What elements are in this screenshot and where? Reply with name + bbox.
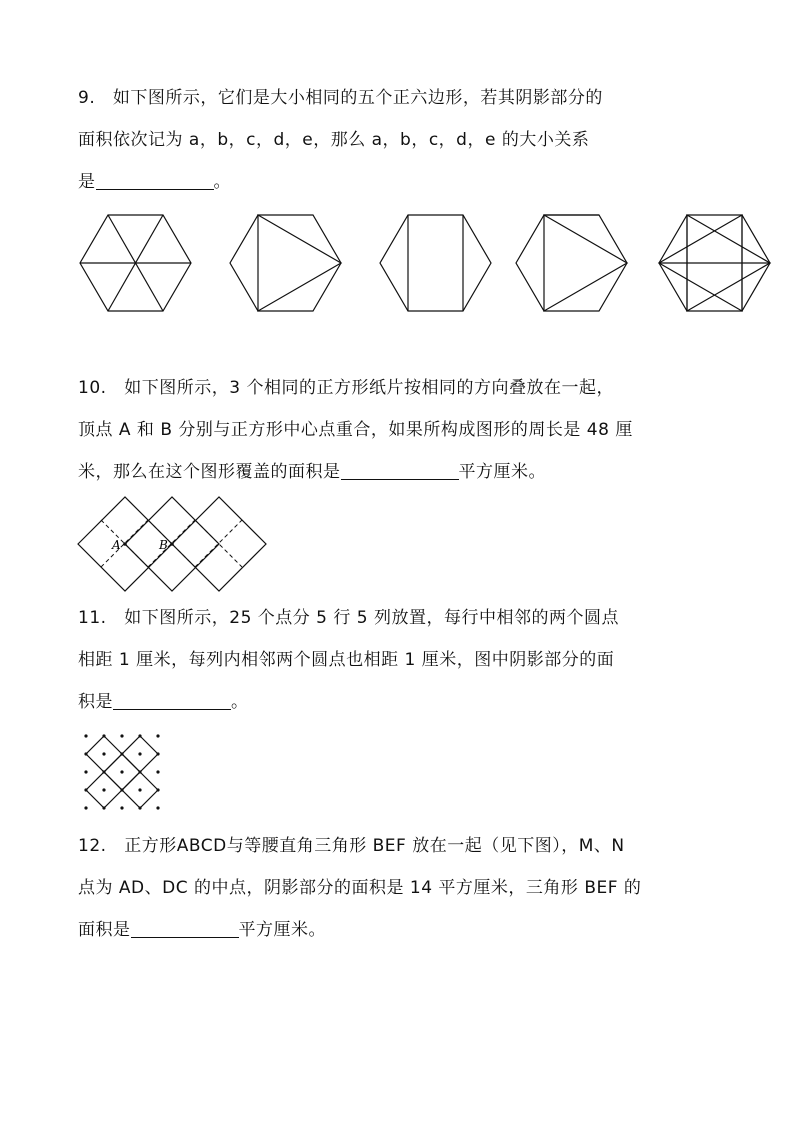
q11-dot-grid-figure	[80, 730, 170, 820]
q10-line-2: 顶点 A 和 B 分别与正方形中心点重合，如果所构成图形的周长是 48 厘	[78, 420, 633, 440]
q11-line-3-text: 积是	[78, 692, 113, 712]
grid-dots	[84, 734, 159, 809]
q11-line-3	[78, 690, 249, 714]
q10-answer-blank[interactable]	[341, 461, 459, 480]
q12-line-3-end: 平方厘米。	[238, 920, 326, 940]
hexagon-d	[516, 215, 627, 311]
hexagon-b	[230, 215, 341, 311]
q11-line-3-end: 。	[231, 692, 249, 712]
q12-answer-blank[interactable]	[131, 919, 239, 938]
q9-line-3-end: 。	[213, 172, 231, 192]
label-b: B	[159, 538, 168, 552]
q12-line-1: 12. 正方形ABCD与等腰直角三角形 BEF 放在一起（见下图），M、N	[78, 836, 625, 856]
q9-line-3	[78, 170, 231, 194]
hexagon-e	[659, 215, 770, 311]
q9-line-1: 9. 如下图所示，它们是大小相同的五个正六边形，若其阴影部分的	[78, 88, 603, 108]
q10-line-3-end: 平方厘米。	[458, 462, 546, 482]
q9-hexagon-figures	[0, 205, 794, 325]
q10-line-3	[78, 460, 546, 484]
q12-line-3-text: 面积是	[78, 920, 131, 940]
q9-line-3-text: 是	[78, 172, 96, 192]
q12-line-2: 点为 AD、DC 的中点，阴影部分的面积是 14 平方厘米，三角形 BEF 的	[78, 878, 642, 898]
label-a: A	[112, 538, 121, 552]
q9-line-2: 面积依次记为 a，b，c，d，e，那么 a，b，c，d，e 的大小关系	[78, 130, 590, 150]
q11-line-2: 相距 1 厘米，每列内相邻两个圆点也相距 1 厘米，图中阴影部分的面	[78, 650, 615, 670]
q9-answer-blank[interactable]	[96, 171, 214, 190]
q11-line-1: 11. 如下图所示，25 个点分 5 行 5 列放置，每行中相邻的两个圆点	[78, 608, 620, 628]
q10-line-1: 10. 如下图所示，3 个相同的正方形纸片按相同的方向叠放在一起，	[78, 378, 614, 398]
q10-line-3-text: 米，那么在这个图形覆盖的面积是	[78, 462, 341, 482]
q11-answer-blank[interactable]	[113, 691, 231, 710]
hexagon-a	[80, 215, 191, 311]
q12-line-3	[78, 918, 326, 942]
hexagon-c	[380, 215, 491, 311]
q10-squares-figure	[78, 493, 278, 593]
